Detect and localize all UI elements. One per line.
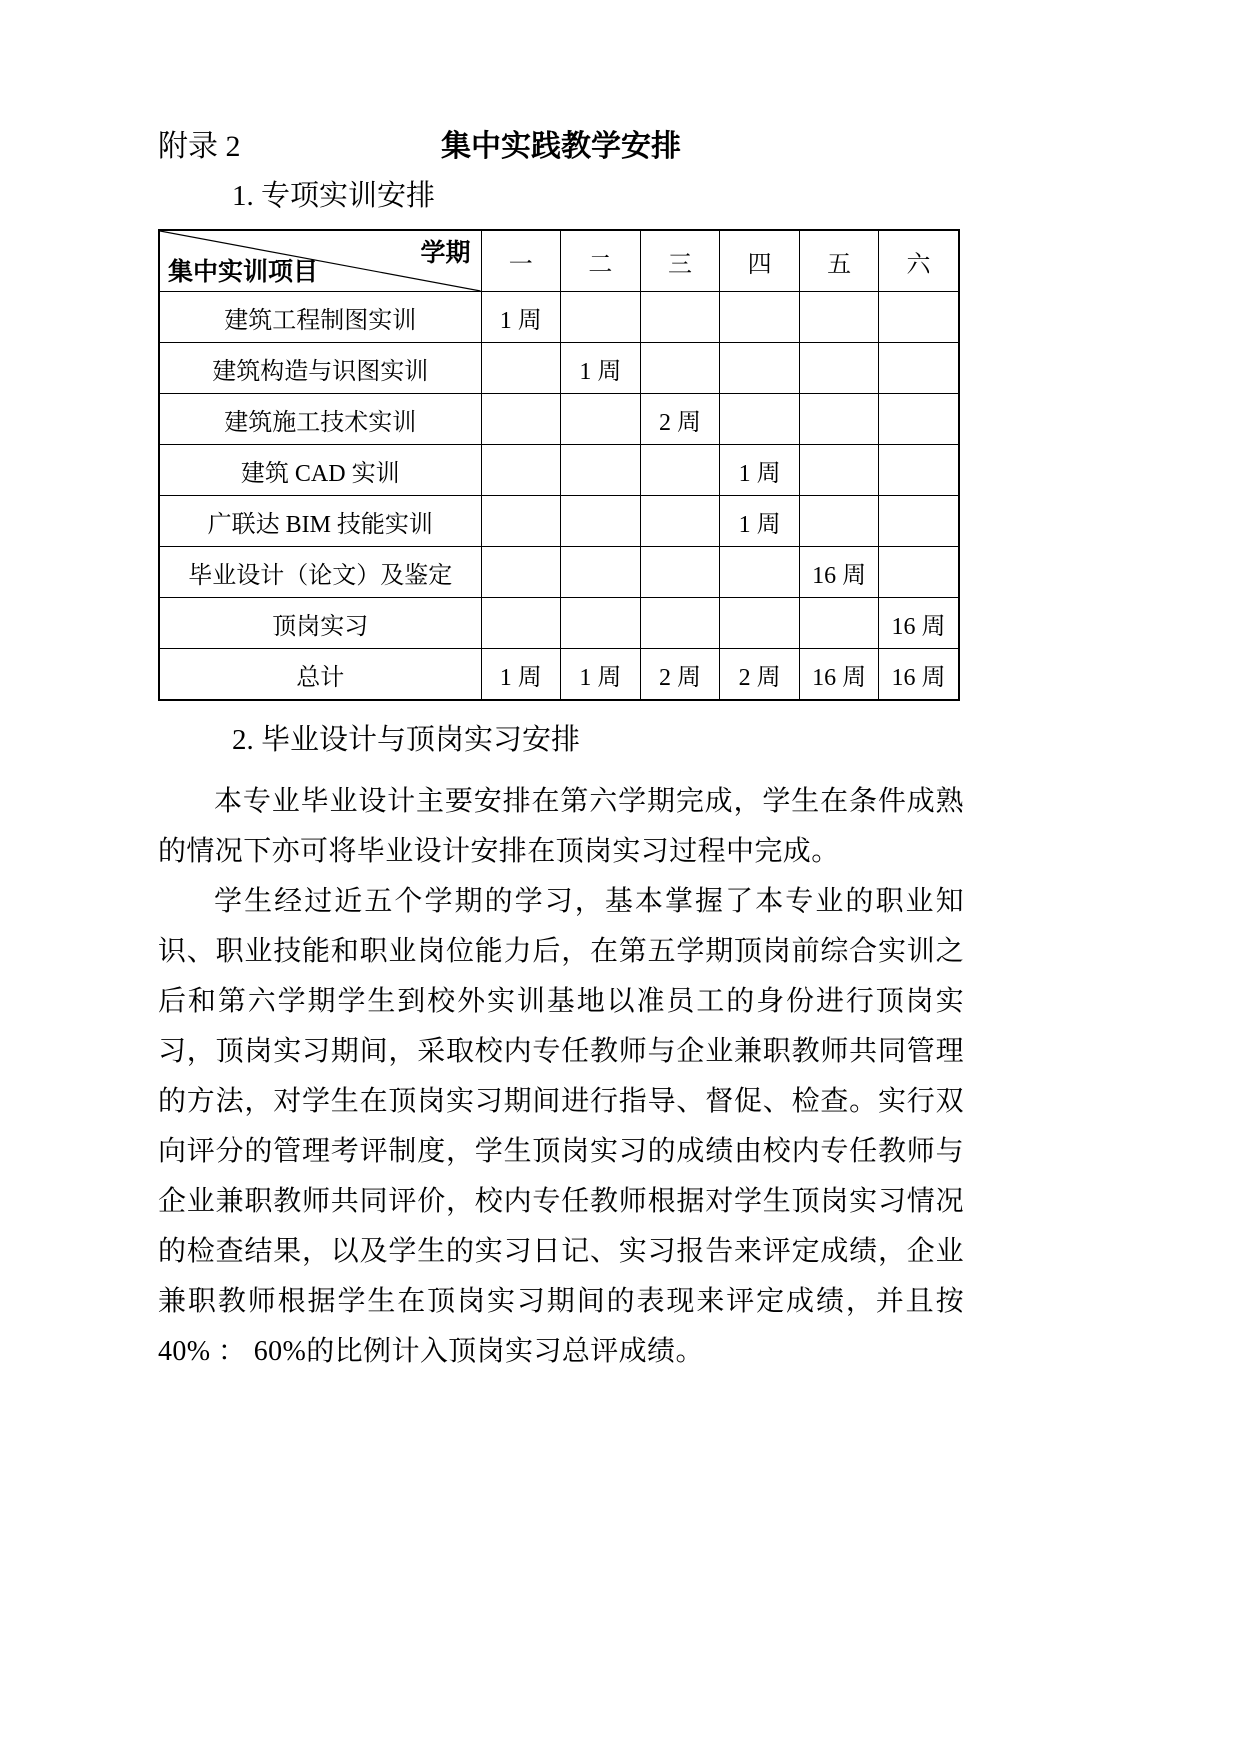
body-text	[158, 777, 964, 1377]
schedule-cell	[481, 598, 561, 649]
schedule-cell	[799, 292, 879, 343]
schedule-cell	[720, 394, 800, 445]
section-2-heading: 2. 毕业设计与顶岗实习安排	[232, 724, 581, 756]
schedule-cell: 2 周	[640, 394, 720, 445]
schedule-cell	[561, 445, 641, 496]
row-label: 建筑施工技术实训	[159, 394, 481, 445]
schedule-cell	[720, 598, 800, 649]
schedule-cell	[640, 547, 720, 598]
title-row	[158, 123, 964, 171]
schedule-cell	[879, 394, 959, 445]
row-label: 建筑 CAD 实训	[159, 445, 481, 496]
schedule-cell: 1 周	[561, 343, 641, 394]
schedule-cell	[640, 343, 720, 394]
schedule-cell	[561, 496, 641, 547]
schedule-cell	[561, 598, 641, 649]
page-title: 集中实践教学安排	[441, 130, 681, 163]
schedule-cell	[640, 445, 720, 496]
schedule-cell	[799, 394, 879, 445]
schedule-cell	[879, 496, 959, 547]
schedule-cell	[799, 343, 879, 394]
row-label: 建筑工程制图实训	[159, 292, 481, 343]
table-row	[159, 445, 959, 496]
schedule-cell	[799, 598, 879, 649]
schedule-cell	[481, 547, 561, 598]
schedule-cell	[640, 598, 720, 649]
schedule-cell	[481, 394, 561, 445]
column-header-6: 六	[879, 230, 959, 292]
schedule-cell	[561, 292, 641, 343]
row-label: 总计	[159, 649, 481, 701]
schedule-cell: 1 周	[481, 649, 561, 701]
schedule-cell: 16 周	[799, 649, 879, 701]
schedule-cell: 16 周	[879, 649, 959, 701]
schedule-cell	[720, 292, 800, 343]
table-row	[159, 292, 959, 343]
schedule-cell	[640, 292, 720, 343]
schedule-cell	[561, 547, 641, 598]
schedule-cell	[481, 343, 561, 394]
table-header-row	[159, 230, 959, 292]
schedule-cell	[879, 292, 959, 343]
paragraph: 学生经过近五个学期的学习，基本掌握了本专业的职业知识、职业技能和职业岗位能力后，在第五学期顶岗前综合实训之后和第六学期学生到校外实训基地以准员工的身份进行顶岗实习，顶岗实习期间，采取校内专任教师与企业兼职教师共同管理的方法，对学生在顶岗实习期间进行指导、督促、检查。实行双向评分的管理考评制度，学生顶岗实习的成绩由校内专任教师与企业兼职教师共同评价，校内专任教师根据对学生顶岗实习情况的检查结果，以及学生的实习日记、实习报告来评定成绩，企业兼职教师根据学生在顶岗实习期间的表现来评定成绩，并且按 40% ： 60%的比例计入顶岗实习总评成绩。	[158, 886, 964, 1367]
schedule-cell	[879, 547, 959, 598]
schedule-cell	[720, 343, 800, 394]
table-corner-cell	[159, 230, 481, 292]
row-label: 广联达 BIM 技能实训	[159, 496, 481, 547]
schedule-cell	[481, 445, 561, 496]
schedule-cell	[879, 343, 959, 394]
paragraph: 本专业毕业设计主要安排在第六学期完成，学生在条件成熟的情况下亦可将毕业设计安排在顶岗实习过程中完成。	[158, 786, 964, 867]
table-total-row	[159, 649, 959, 701]
column-header-5: 五	[799, 230, 879, 292]
section-1-heading: 1. 专项实训安排	[232, 180, 436, 212]
row-label: 顶岗实习	[159, 598, 481, 649]
schedule-cell	[879, 445, 959, 496]
row-label: 建筑构造与识图实训	[159, 343, 481, 394]
appendix-label: 附录 2	[158, 130, 241, 163]
schedule-cell: 1 周	[561, 649, 641, 701]
schedule-cell	[799, 496, 879, 547]
schedule-cell: 16 周	[879, 598, 959, 649]
schedule-cell: 1 周	[720, 496, 800, 547]
schedule-cell: 1 周	[720, 445, 800, 496]
schedule-cell	[640, 496, 720, 547]
column-header-3: 三	[640, 230, 720, 292]
row-label: 毕业设计（论文）及鉴定	[159, 547, 481, 598]
schedule-cell	[799, 445, 879, 496]
table-row	[159, 343, 959, 394]
column-header-1: 一	[481, 230, 561, 292]
schedule-cell: 1 周	[481, 292, 561, 343]
document-content	[158, 123, 964, 1377]
schedule-cell: 16 周	[799, 547, 879, 598]
schedule-cell: 2 周	[720, 649, 800, 701]
special-training-schedule-table	[158, 229, 960, 701]
table-row	[159, 547, 959, 598]
table-row	[159, 394, 959, 445]
project-header-label: 集中实训项目	[168, 259, 319, 286]
table-row	[159, 496, 959, 547]
schedule-cell: 2 周	[640, 649, 720, 701]
semester-header-label: 学期	[420, 240, 471, 267]
column-header-2: 二	[561, 230, 641, 292]
table-row	[159, 598, 959, 649]
column-header-4: 四	[720, 230, 800, 292]
schedule-cell	[561, 394, 641, 445]
schedule-cell	[481, 496, 561, 547]
schedule-cell	[720, 547, 800, 598]
